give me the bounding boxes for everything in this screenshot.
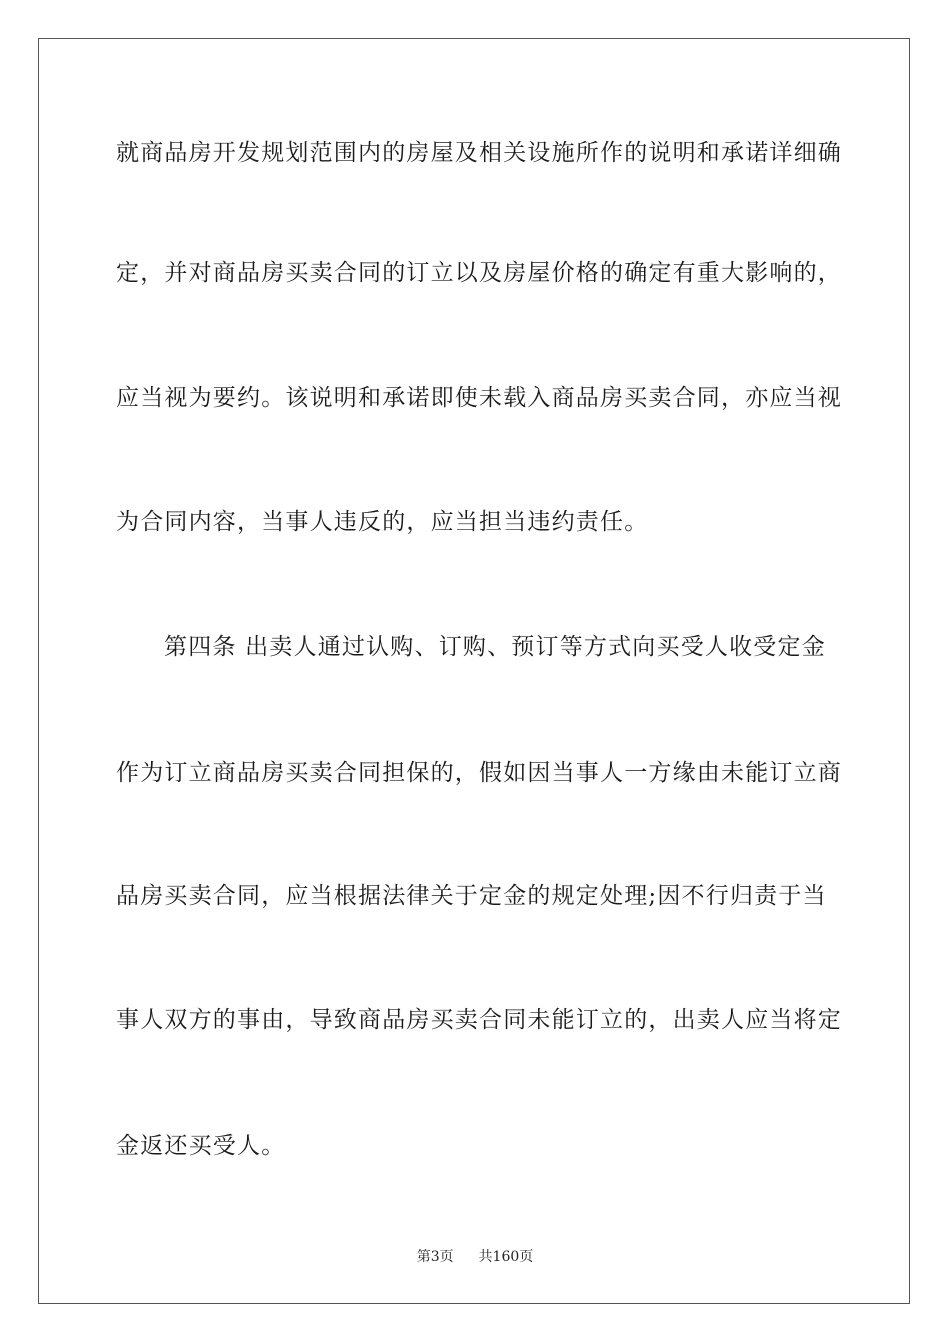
paragraph-line: 品房买卖合同，应当根据法律关于定金的规定处理;因不行归责于当 [116, 883, 827, 909]
paragraph-line: 事人双方的事由，导致商品房买卖合同未能订立的，出卖人应当将定 [116, 1007, 842, 1033]
paragraph-line: 作为订立商品房买卖合同担保的，假如因当事人一方缘由未能订立商 [116, 760, 842, 786]
paragraph-line-indented: 第四条 出卖人通过认购、订购、预订等方式向买受人收受定金 [164, 634, 826, 660]
total-pages: 共160页 [478, 1249, 534, 1265]
paragraph-line: 定，并对商品房买卖合同的订立以及房屋价格的确定有重大影响的， [116, 260, 842, 286]
page-footer [0, 1246, 950, 1266]
paragraph-line: 应当视为要约。该说明和承诺即使未载入商品房买卖合同，亦应当视 [116, 385, 842, 411]
paragraph-line: 为合同内容，当事人违反的，应当担当违约责任。 [116, 509, 649, 535]
paragraph-line: 就商品房开发规划范围内的房屋及相关设施所作的说明和承诺详细确 [116, 140, 842, 166]
paragraph-line: 金返还买受人。 [116, 1133, 286, 1159]
page-border [38, 38, 910, 1304]
page-number: 第3页 [416, 1249, 454, 1265]
